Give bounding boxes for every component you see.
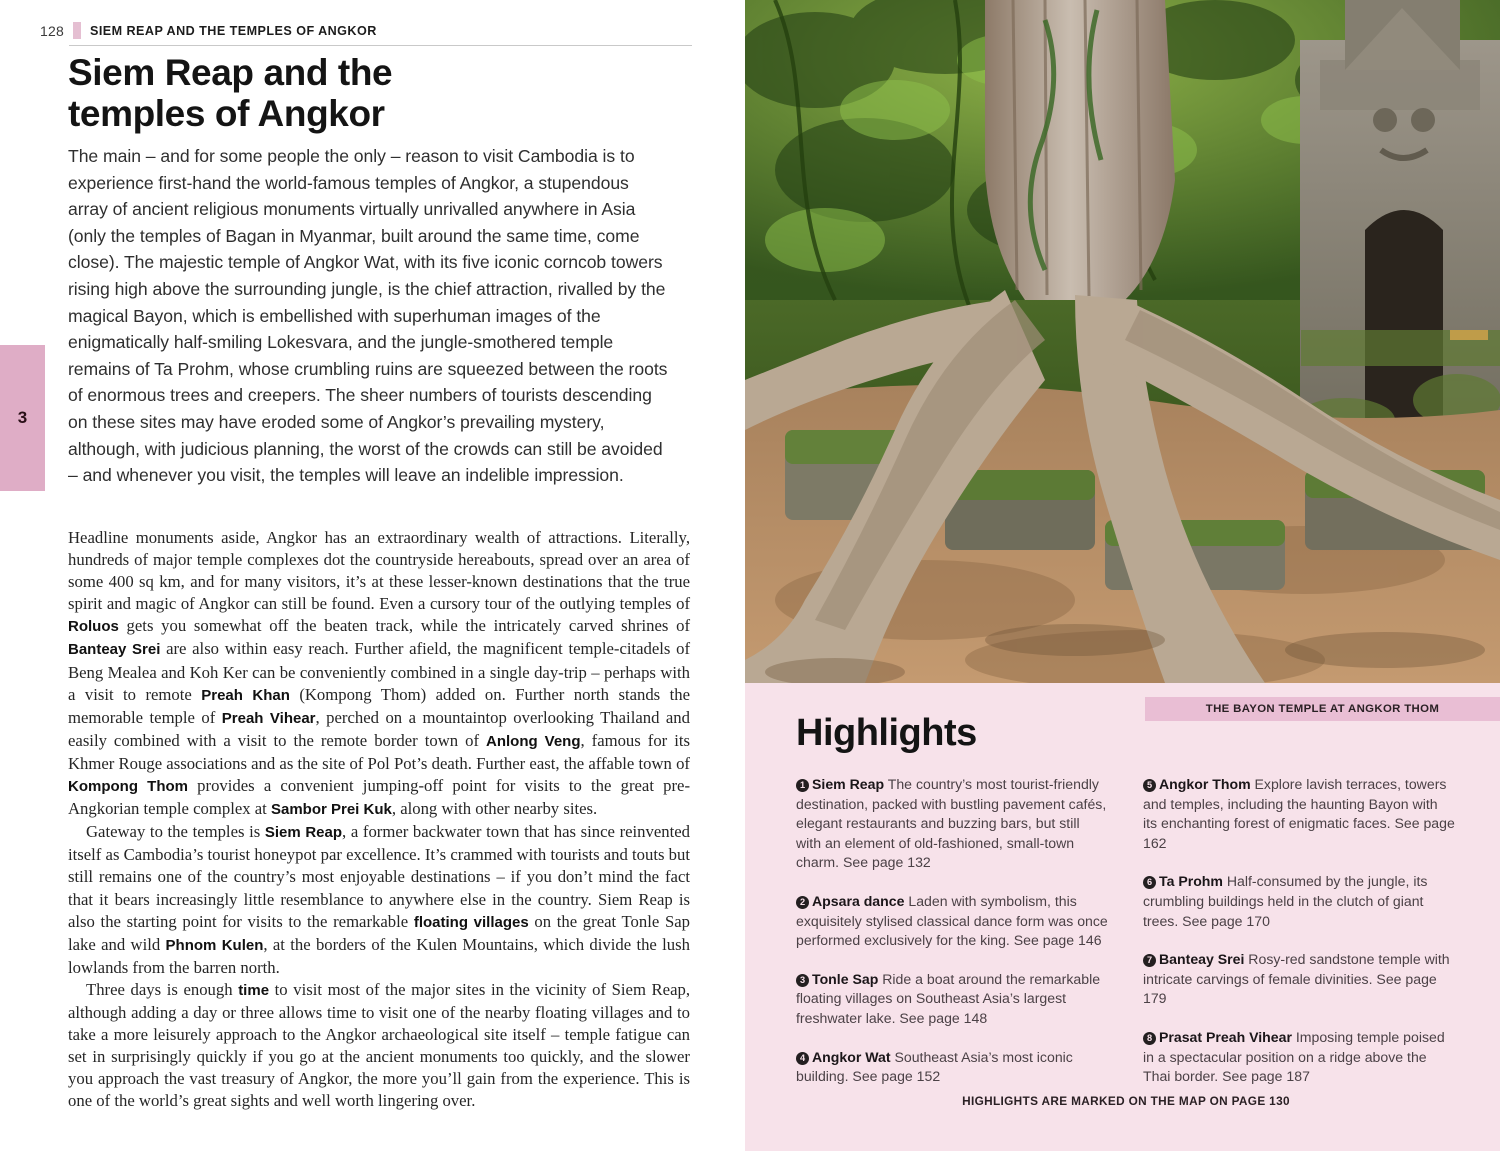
highlight-item <box>1143 872 1455 931</box>
highlight-name: Ta Prohm <box>1159 873 1223 890</box>
right-page <box>745 0 1500 1151</box>
page-title-line2: temples of Angkor <box>68 93 385 134</box>
highlight-number-badge: 2 <box>796 896 809 909</box>
photo-caption-text: THE BAYON TEMPLE AT ANGKOR THOM <box>1205 703 1440 715</box>
highlight-name: Tonle Sap <box>812 970 879 987</box>
highlight-number-badge: 6 <box>1143 876 1156 889</box>
highlight-item <box>1143 1028 1455 1087</box>
highlights-columns <box>796 775 1456 1106</box>
highlight-name: Banteay Srei <box>1159 951 1245 968</box>
photo-caption-band <box>1145 697 1500 721</box>
highlight-description: Laden with symbolism, this exquisitely stylised classical dance form was once performed exclusively for the king. See page 146 <box>796 892 1108 949</box>
highlight-description: Ride a boat around the remarkable floating villages on Southeast Asia’s largest freshwater lake. See page 148 <box>796 970 1101 1026</box>
topic-floating-villages: floating villages <box>413 913 529 931</box>
highlights-column-left <box>796 775 1108 1106</box>
chapter-number-tab <box>0 345 45 491</box>
highlight-number-badge: 5 <box>1143 779 1156 792</box>
header-divider <box>69 45 692 46</box>
highlight-description: Half-consumed by the jungle, its crumbling buildings held in the clutch of giant trees. See page 170 <box>1143 873 1428 929</box>
highlight-name: Apsara dance <box>812 892 905 909</box>
place-siem-reap: Siem Reap <box>264 824 343 842</box>
highlight-name: Prasat Preah Vihear <box>1159 1028 1292 1045</box>
highlight-item <box>796 1048 1108 1087</box>
place-banteay-srei: Banteay Srei <box>68 641 161 659</box>
place-kompong-thom: Kompong Thom <box>68 778 188 796</box>
standfirst-paragraph: The main – and for some people the only – reason to visit Cambodia is to experience first-hand the world-famous temples of Angkor, a stupendous array of ancient religious monuments virtually unrivalled anywhere in Asia (only the temples of Bagan in Myanmar, built around the same time, come close). The majestic temple of Angkor Wat, with its five iconic corncob towers rising high above the surrounding jungle, is the chief attraction, rivalled by the magical Bayon, which is embellished with superhuman images of the enigmatically half-smiling Lokesvara, and the jungle-smothered temple remains of Ta Prohm, whose crumbling ruins are squeezed between the roots of enormous trees and creepers. The sheer numbers of tourists descending on these sites may have eroded some of Angkor’s prevailing mystery, although, with judicious planning, the worst of the crowds can still be avoided – and whenever you visit, the temples will leave an indelible impression. <box>68 146 668 486</box>
highlight-description: Southeast Asia’s most iconic building. See page 152 <box>796 1048 1073 1085</box>
folio-marker-square <box>73 22 81 39</box>
page-number: 128 <box>40 22 64 39</box>
place-roluos: Roluos <box>68 618 119 636</box>
highlight-number-badge: 7 <box>1143 954 1156 967</box>
page-title <box>68 52 628 134</box>
highlights-column-right <box>1143 775 1455 1106</box>
highlight-item <box>1143 775 1455 853</box>
topic-time: time <box>238 981 270 999</box>
highlight-number-badge: 1 <box>796 779 809 792</box>
body-paragraph-1: Headline monuments aside, Angkor has an extraordinary wealth of attractions. Literally, hundreds of major temple complexes dot the countryside hereabouts, spread over an area of some 400 sq km, and for many visitors, it’s at these lesser-known destinations that the true spirit and magic of Angkor can still be found. Even a cursory tour of the outlying temples of Roluos gets you somewhat off the beaten track, while the intricately carved shrines of Banteay Srei are also within easy reach. Further afield, the magnificent temple-citadels of Beng Mealea and Koh Ker can be conveniently combined in a single day-trip – perhaps with a visit to remote Preah Khan (Kompong Thom) added on. Further north stands the memorable temple of Preah Vihear, perched on a mountaintop overlooking Thailand and easily combined with a visit to the remote border town of Anlong Veng, famous for its Khmer Rouge associations and as the site of Pol Pot’s death. Further east, the affable town of Kompong Thom provides a convenient jumping-off point for visits to the great pre-Angkorian temple complex at Sambor Prei Kuk, along with other nearby sites. <box>68 528 691 819</box>
highlight-name: Angkor Wat <box>812 1048 891 1065</box>
highlight-number-badge: 4 <box>796 1052 809 1065</box>
highlights-footer-note: HIGHLIGHTS ARE MARKED ON THE MAP ON PAGE 130 <box>962 1094 1290 1108</box>
running-head: SIEM REAP AND THE TEMPLES OF ANGKOR <box>89 23 377 38</box>
temple-photo <box>745 0 1500 683</box>
place-sambor-prei-kuk: Sambor Prei Kuk <box>270 801 392 819</box>
highlight-item <box>796 775 1108 873</box>
highlight-description: Imposing temple poised in a spectacular position on a ridge above the Thai border. See page 187 <box>1143 1028 1445 1085</box>
highlight-number-badge: 3 <box>796 974 809 987</box>
highlight-name: Siem Reap <box>812 776 885 792</box>
highlight-name: Angkor Thom <box>1159 776 1251 792</box>
highlight-item <box>796 892 1108 951</box>
chapter-number: 3 <box>17 408 28 427</box>
highlights-title: Highlights <box>796 712 977 754</box>
highlight-description: The country’s most tourist-friendly destination, packed with bustling pavement cafés, elegant restaurants and buzzing bars, but still with an element of old-fashioned, small-town charm. See page 132 <box>796 776 1107 871</box>
highlight-description: Rosy-red sandstone temple with intricate carvings of female divinities. See page 179 <box>1143 951 1450 1007</box>
place-anlong-veng: Anlong Veng <box>486 732 581 750</box>
body-paragraph-3: Three days is enough time to visit most of the major sites in the vicinity of Siem Reap, although adding a day or three allows time to visit one of the nearby floating villages and to take a more leisurely approach to the Angkor archaeological site itself – temple fatigue can set in surprisingly quickly if you go at the ancient monuments too quickly, and the slower you approach the vast treasury of Angkor, the more you’ll gain from the experience. This is one of the world’s great sights and well worth lingering over. <box>68 979 690 1111</box>
place-phnom-kulen: Phnom Kulen <box>165 936 264 954</box>
highlight-item <box>1143 950 1455 1009</box>
place-preah-vihear: Preah Vihear <box>221 709 316 727</box>
page-title-line1: Siem Reap and the <box>68 52 393 93</box>
highlight-item <box>796 970 1108 1029</box>
place-preah-khan: Preah Khan <box>201 686 290 704</box>
highlight-number-badge: 8 <box>1143 1032 1156 1045</box>
page-header <box>40 22 692 39</box>
body-text-column <box>68 527 690 1112</box>
left-page <box>0 0 745 1151</box>
body-paragraph-2: Gateway to the temples is Siem Reap, a former backwater town that has since reinvented itself as Cambodia’s tourist honeypot par excellence. It’s crammed with tourists and touts but still remains one of the country’s most enjoyable destinations – if you don’t mind the fact that it bears increasingly little resemblance to anywhere else in the country. Siem Reap is also the starting point for visits to the remarkable floating villages on the great Tonle Sap lake and wild Phnom Kulen, at the borders of the Kulen Mountains, which divide the lush lowlands from the barren north. <box>68 822 690 977</box>
highlight-description: Explore lavish terraces, towers and temples, including the haunting Bayon with its enchanting forest of enigmatic faces. See page 162 <box>1143 776 1455 851</box>
